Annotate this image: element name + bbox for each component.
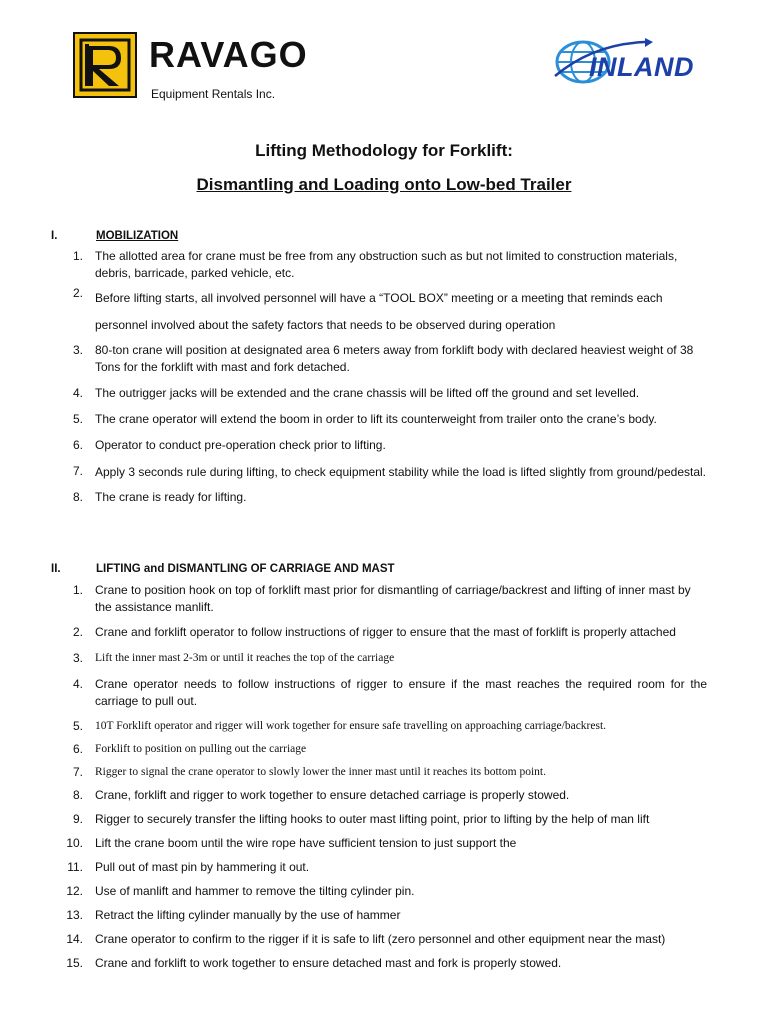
list-item: 5. 10T Forklift operator and rigger will work together for ensure safe travelling on approaching carriage/backrest. (72, 719, 607, 733)
list-item: 7. Rigger to signal the crane operator to slowly lower the inner mast until it reaches its bottom point. (72, 765, 546, 779)
company-name: RAVAGO (149, 34, 308, 75)
list-item: 13. Retract the lifting cylinder manually by the use of hammer (66, 908, 401, 922)
list-item: 7. Apply 3 seconds rule during lifting, to check equipment stability while the load is lifted slightly from ground/pedestal. (72, 464, 706, 479)
section-title: MOBILIZATION (96, 230, 179, 242)
mobilization-list (49, 248, 707, 506)
document-title: Lifting Methodology for Forklift: (255, 141, 513, 160)
list-item: 2. Crane and forklift operator to follow instructions of rigger to ensure that the mast of forklift is properly attached (72, 625, 676, 639)
list-item: 11. Pull out of mast pin by hammering it out. (67, 860, 310, 874)
list-item: 10. Lift the crane boom until the wire rope have sufficient tension to just support the (66, 836, 517, 850)
list-item: 3. Lift the inner mast 2-3m or until it reaches the top of the carriage (72, 651, 395, 665)
partner-name: INLAND (589, 52, 694, 82)
list-item: 5. The crane operator will extend the boom in order to lift its counterweight from trailer onto the crane’s body. (72, 412, 657, 426)
document-subtitle: Dismantling and Loading onto Low-bed Trailer (196, 175, 572, 194)
company-subtitle: Equipment Rentals Inc. (151, 87, 276, 101)
list-item: 15. Crane and forklift to work together to ensure detached mast and fork is properly stowed. (66, 956, 562, 970)
lifting-list (49, 582, 707, 972)
list-item: 1. The allotted area for crane must be free from any obstruction such as but not limited to construction materials, debris, barricade, parked vehicle, etc. (72, 249, 678, 280)
list-item: 8. The crane is ready for lifting. (72, 490, 247, 504)
list-item: 2. Before lifting starts, all involved personnel will have a “TOOL BOX” meeting or a meeting that reminds each personnel involved about the safety factors that needs to be observed during operation (72, 286, 663, 332)
list-item: 4. The outrigger jacks will be extended and the crane chassis will be lifted off the ground and set levelled. (72, 386, 640, 400)
list-item: 6. Forklift to position on pulling out the carriage (72, 742, 307, 756)
list-item: 9. Rigger to securely transfer the lifting hooks to outer mast lifting point, prior to lifting by the help of man lift (72, 812, 650, 826)
section-number: II. (51, 563, 61, 575)
list-item: 6. Operator to conduct pre-operation check prior to lifting. (72, 438, 386, 452)
section-number: I. (51, 230, 58, 242)
list-item: 12. Use of manlift and hammer to remove the tilting cylinder pin. (66, 884, 415, 898)
list-item: 14. Crane operator to confirm to the rigger if it is safe to lift (zero personnel and other equipment near the mast) (66, 932, 666, 946)
ravago-r-logo-icon (73, 32, 137, 98)
inland-logo (553, 36, 748, 86)
section-title: LIFTING and DISMANTLING OF CARRIAGE AND MAST (96, 563, 395, 575)
list-item: 8. Crane, forklift and rigger to work together to ensure detached carriage is properly stowed. (72, 788, 570, 802)
list-item: 1. Crane to position hook on top of forklift mast prior for dismantling of carriage/backrest and lifting of inner mast by the assistance manlift. (72, 583, 691, 614)
list-item: 3. 80-ton crane will position at designated area 6 meters away from forklift body with declared heaviest weight of 38 Tons for the forklift with mast and fork detached. (72, 343, 694, 374)
list-item: 4. Crane operator needs to follow instructions of rigger to ensure if the mast reaches the required room for the carriage to pull out. (72, 677, 707, 708)
